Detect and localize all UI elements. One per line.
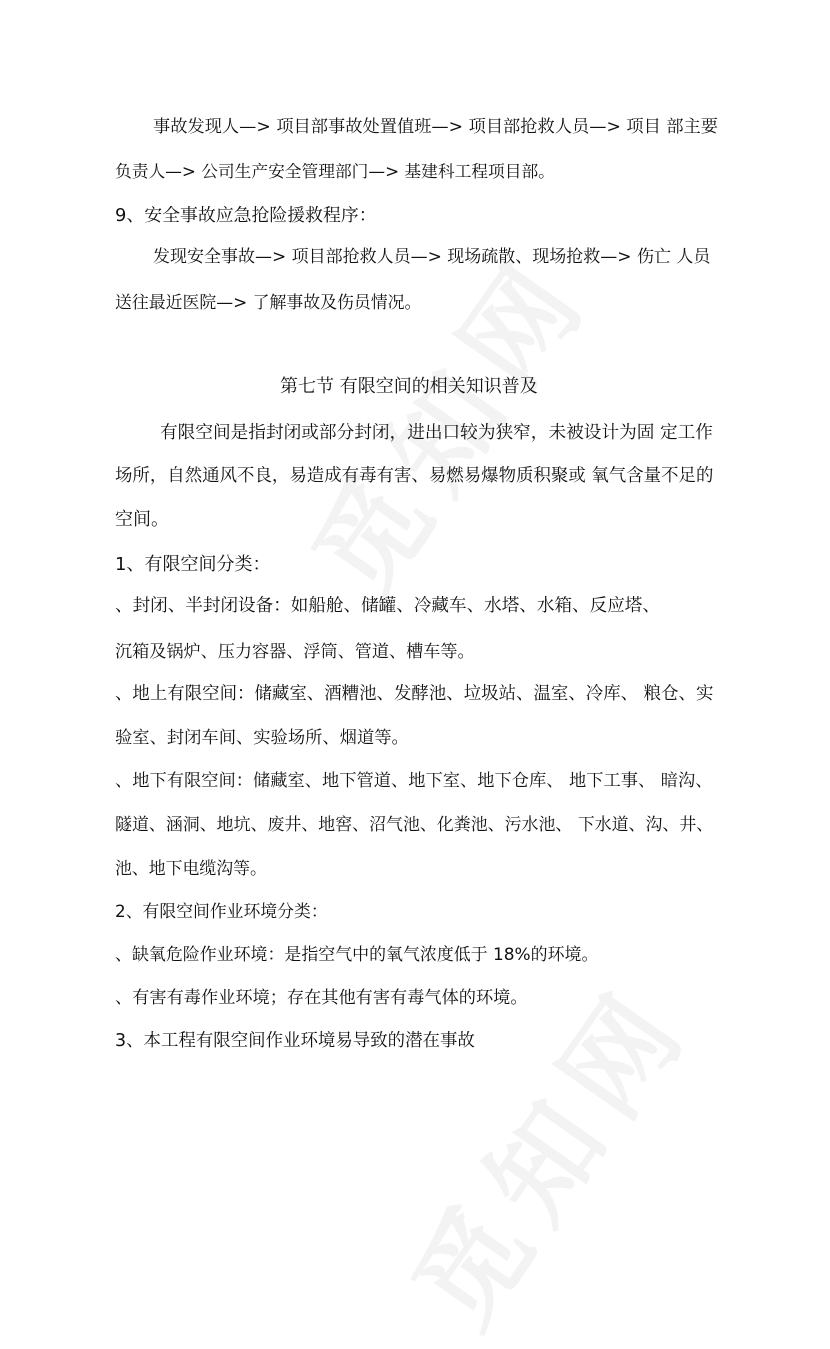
text-line: 发现安全事故—> 项目部抢救人员—> 现场疏散、现场抢救—> 伤亡 人员 xyxy=(153,247,711,267)
text-line: 9、安全事故应急抢险援救程序： xyxy=(115,205,377,226)
text-line: 、地下有限空间：储藏室、地下管道、地下室、地下仓库、 地下工事、 暗沟、 xyxy=(115,771,713,791)
text-line: 3、本工程有限空间作业环境易导致的潜在事故 xyxy=(115,1031,475,1051)
text-line: 2、有限空间作业环境分类： xyxy=(115,901,328,921)
watermark-bottom xyxy=(397,966,707,1344)
text-line: 、有害有毒作业环境；存在其他有害有毒气体的环境。 xyxy=(115,988,528,1008)
text-line: 、缺氧危险作业环境：是指空气中的氧气浓度低于 18%的环境。 xyxy=(115,944,599,964)
text-line: 1、有限空间分类： xyxy=(115,554,271,575)
text-line: 送往最近医院—> 了解事故及伤员情况。 xyxy=(115,292,422,312)
text-line: 、封闭、半封闭设备：如船舱、储罐、冷藏车、水塔、水箱、反应塔、 xyxy=(115,596,660,616)
text-line: 池、地下电缆沟等。 xyxy=(115,858,267,878)
text-line: 验室、封闭车间、实验场所、烟道等。 xyxy=(115,728,409,748)
text-line: 场所，自然通风不良，易造成有毒有害、易燃易爆物质积聚或 氧气含量不足的 xyxy=(115,466,714,486)
text-line: 、地上有限空间：储藏室、酒糟池、发酵池、垃圾站、温室、冷库、 粮仓、实 xyxy=(115,684,714,704)
text-line: 有限空间是指封闭或部分封闭，进出口较为狭窄，未被设计为固 定工作 xyxy=(160,423,713,443)
text-line: 空间。 xyxy=(115,509,169,530)
section-heading: 第七节 有限空间的相关知识普及 xyxy=(280,376,538,397)
text-line: 隧道、涵洞、地坑、废井、地窖、沼气池、化粪池、污水池、 下水道、沟、井、 xyxy=(115,814,714,834)
text-line: 负责人—> 公司生产安全管理部门—> 基建科工程项目部。 xyxy=(115,161,555,181)
text-line: 事故发现人—> 项目部事故处置值班—> 项目部抢救人员—> 项目 部主要 xyxy=(153,117,719,137)
text-line: 沉箱及锅炉、压力容器、浮筒、管道、槽车等。 xyxy=(115,642,475,662)
